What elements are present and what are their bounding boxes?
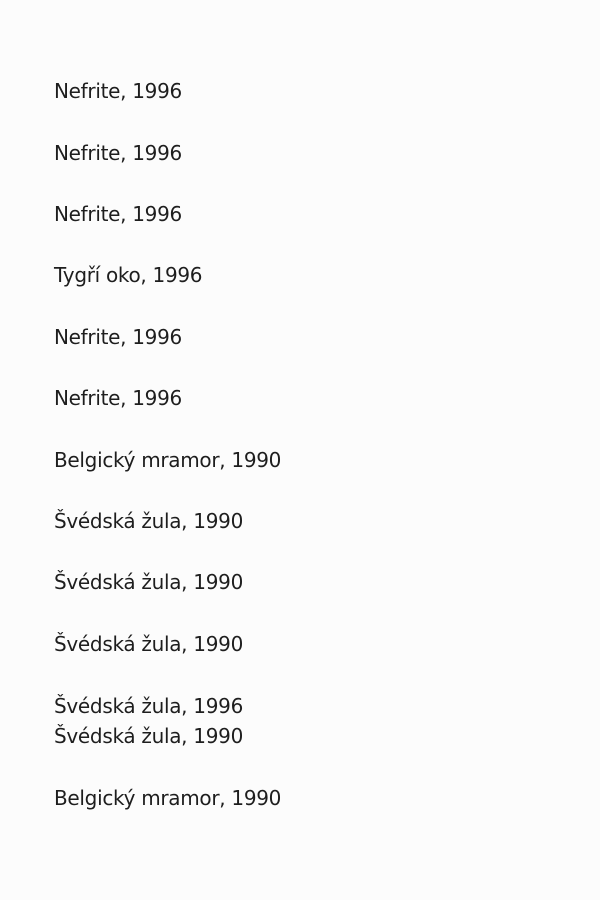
caption-line: Nefrite, 1996	[54, 79, 182, 103]
caption-line: Nefrite, 1996	[54, 386, 182, 410]
caption-line: Švédská žula, 1990	[54, 570, 243, 594]
caption-line: Švédská žula, 1990	[54, 724, 243, 748]
caption-line: Švédská žula, 1990	[54, 509, 243, 533]
caption-line: Belgický mramor, 1990	[54, 448, 282, 472]
caption-line: Nefrite, 1996	[54, 325, 182, 349]
caption-line: Nefrite, 1996	[54, 141, 182, 165]
caption-line: Švédská žula, 1990	[54, 632, 243, 656]
caption-line: Tygří oko, 1996	[54, 263, 203, 287]
caption-line: Švédská žula, 1996	[54, 694, 243, 718]
caption-line: Belgický mramor, 1990	[54, 786, 282, 810]
caption-line: Nefrite, 1996	[54, 202, 182, 226]
